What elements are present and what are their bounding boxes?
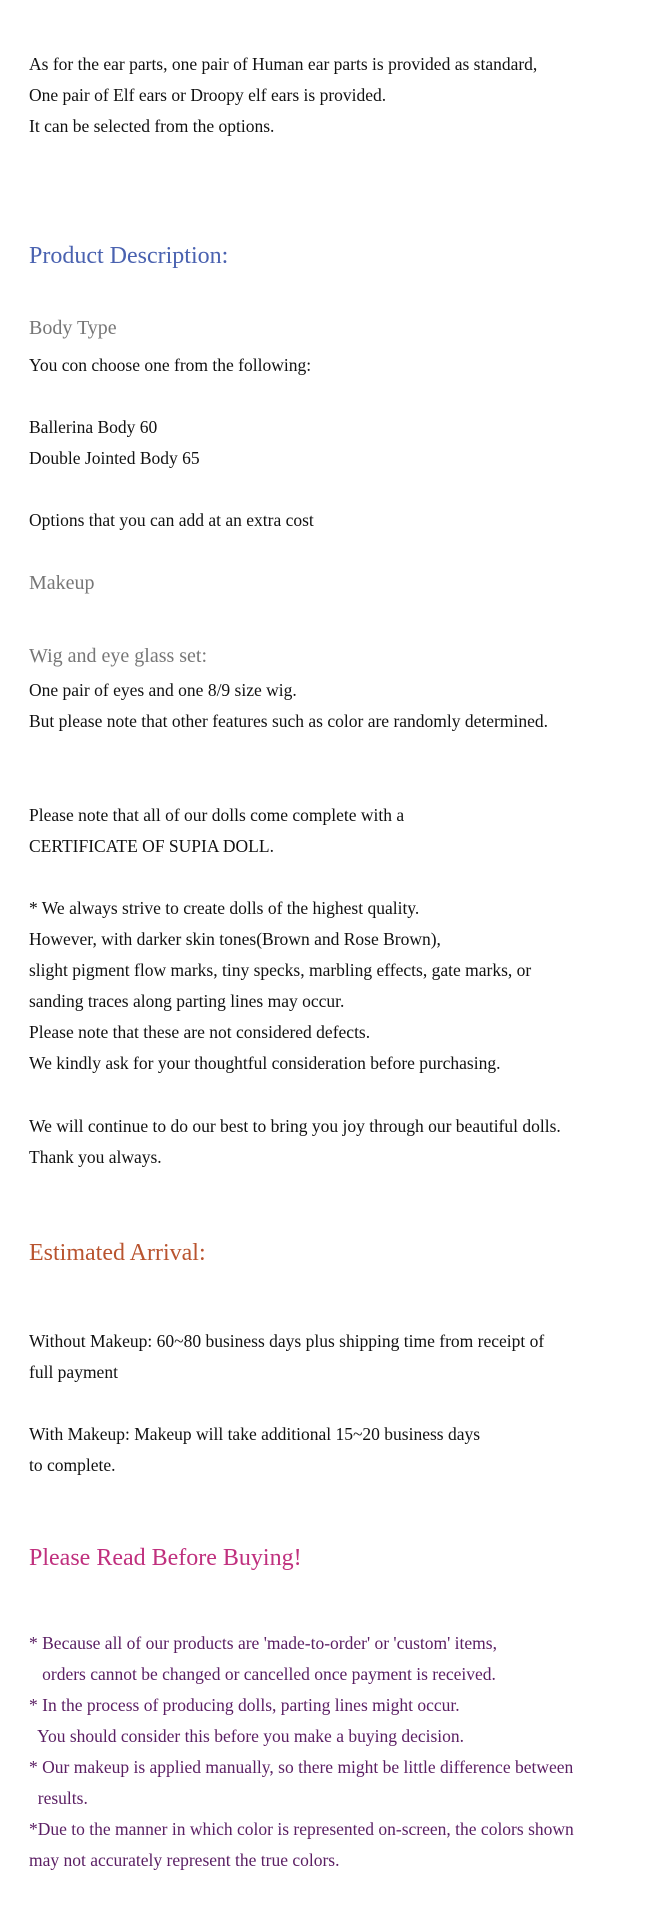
without-makeup-line: full payment — [29, 1362, 118, 1382]
intro-line: One pair of Elf ears or Droopy elf ears is provided. — [29, 85, 387, 105]
wig-eye-line: But please note that other features such as color are randomly determined. — [29, 711, 548, 731]
please-read-line: *Due to the manner in which color is represented on-screen, the colors shown — [29, 1819, 574, 1839]
please-read-line: results. — [29, 1788, 88, 1808]
with-makeup-line: to complete. — [29, 1455, 116, 1475]
estimated-arrival-heading: Estimated Arrival: — [29, 1240, 206, 1266]
please-read-line: orders cannot be changed or cancelled once payment is received. — [29, 1664, 496, 1684]
without-makeup-line: Without Makeup: 60~80 business days plus shipping time from receipt of — [29, 1331, 545, 1351]
wig-eye-title: Wig and eye glass set: — [29, 645, 208, 667]
makeup-title: Makeup — [29, 572, 95, 594]
with-makeup-line: With Makeup: Makeup will take additional 15~20 business days — [29, 1424, 481, 1444]
please-read-line: * Our makeup is applied manually, so there might be little difference between — [29, 1757, 574, 1777]
please-read-line: * Because all of our products are 'made-to-order' or 'custom' items, — [29, 1633, 497, 1653]
body-type-title: Body Type — [29, 317, 117, 339]
please-read-line: may not accurately represent the true colors. — [29, 1850, 340, 1870]
quality-note-line: However, with darker skin tones(Brown and Rose Brown), — [29, 929, 441, 949]
closing-line: We will continue to do our best to bring you joy through our beautiful dolls. — [29, 1116, 561, 1136]
intro-line: As for the ear parts, one pair of Human ear parts is provided as standard, — [29, 54, 538, 74]
product-description-heading: Product Description: — [29, 243, 229, 269]
body-type-line: You con choose one from the following: — [29, 355, 312, 375]
please-read-line: You should consider this before you make a buying decision. — [29, 1726, 465, 1746]
please-read-line: * In the process of producing dolls, parting lines might occur. — [29, 1695, 460, 1715]
closing-line: Thank you always. — [29, 1147, 162, 1167]
wig-eye-line: One pair of eyes and one 8/9 size wig. — [29, 680, 297, 700]
quality-note-line: * We always strive to create dolls of the highest quality. — [29, 898, 420, 918]
body-type-line: Ballerina Body 60 — [29, 417, 158, 437]
quality-note-line: Please note that these are not considered defects. — [29, 1022, 371, 1042]
certificate-line: Please note that all of our dolls come complete with a — [29, 805, 405, 825]
options-extra-cost-line: Options that you can add at an extra cost — [29, 510, 314, 530]
body-type-line: Double Jointed Body 65 — [29, 448, 200, 468]
please-read-heading: Please Read Before Buying! — [29, 1545, 302, 1571]
quality-note-line: sanding traces along parting lines may occur. — [29, 991, 345, 1011]
certificate-line: CERTIFICATE OF SUPIA DOLL. — [29, 836, 274, 856]
quality-note-line: We kindly ask for your thoughtful consideration before purchasing. — [29, 1053, 501, 1073]
intro-line: It can be selected from the options. — [29, 116, 275, 136]
quality-note-line: slight pigment flow marks, tiny specks, marbling effects, gate marks, or — [29, 960, 532, 980]
